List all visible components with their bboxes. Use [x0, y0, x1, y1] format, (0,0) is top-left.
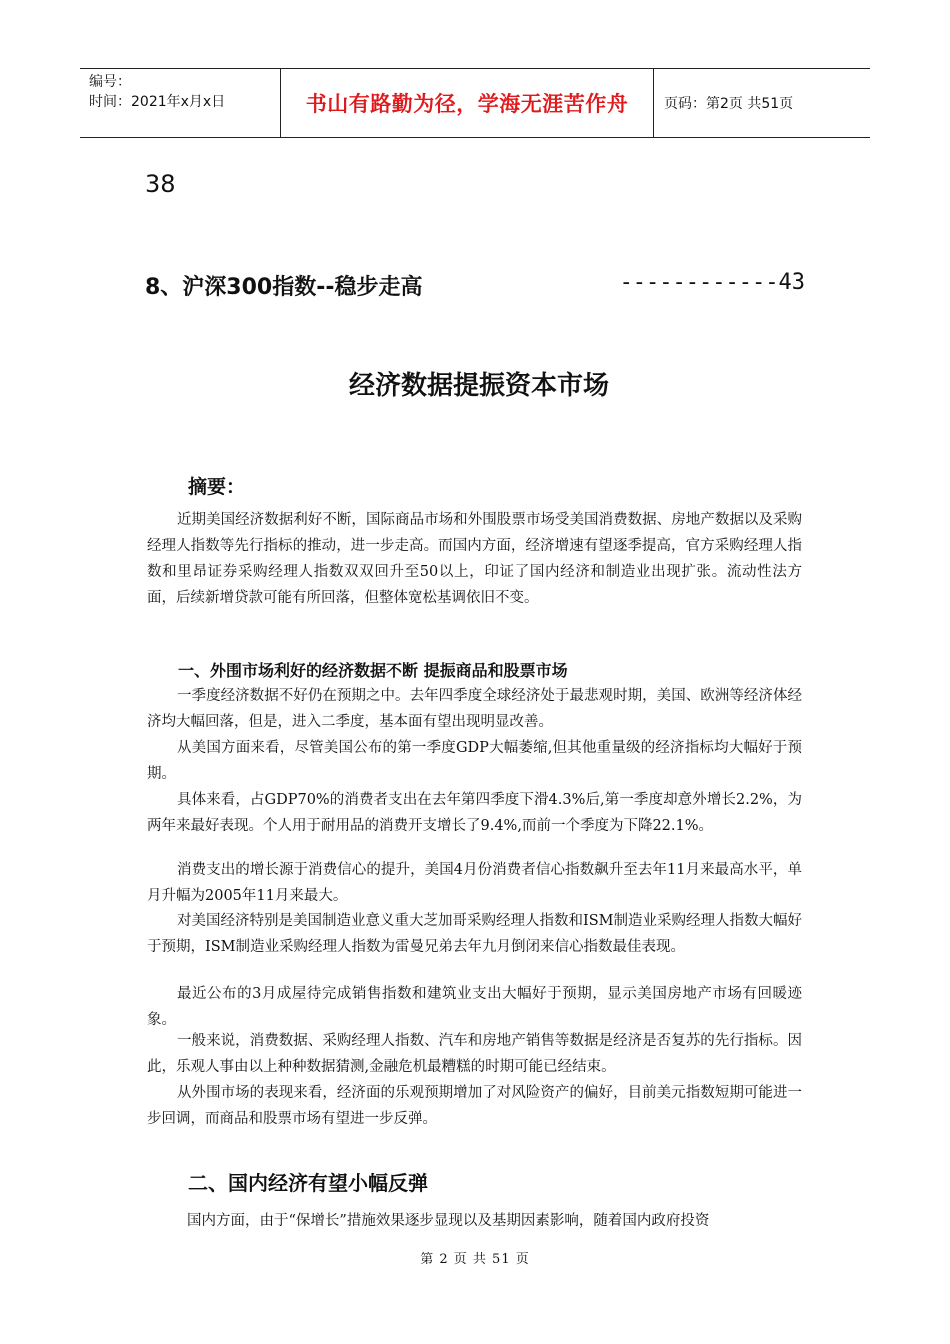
section1-paragraph: 一季度经济数据不好仍在预期之中。去年四季度全球经济处于最悲观时期，美国、欧洲等经济体经济均大幅回落，但是，进入二季度，基本面有望出现明显改善。 — [147, 688, 802, 730]
toc-entry — [145, 270, 805, 301]
code-label: 编号： — [89, 74, 131, 90]
section1-paragraph: 一般来说，消费数据、采购经理人指数、汽车和房地产销售等数据是经济是否复苏的先行指标。因此，乐观人事由以上种种数据猜测,金融危机最糟糕的时期可能已经结束。 — [147, 1033, 802, 1075]
time-label: 时间：2021年x月x日 — [89, 94, 226, 110]
toc-entry-leader: ------------43 — [619, 270, 805, 295]
section2-paragraph: 国内方面，由于“保增长”措施效果逐步显现以及基期因素影响，随着国内政府投资 — [187, 1213, 710, 1229]
section1-paragraph: 最近公布的3月成屋待完成销售指数和建筑业支出大幅好于预期，显示美国房地产市场有回暖迹象。 — [147, 986, 802, 1028]
header-meta-cell — [80, 69, 281, 137]
header-motto: 书山有路勤为径，学海无涯苦作舟 — [281, 69, 654, 137]
document-title — [0, 365, 950, 402]
section1-paragraph: 从外围市场的表现来看，经济面的乐观预期增加了对风险资产的偏好，目前美元指数短期可能进一步回调，而商品和股票市场有望进一步反弹。 — [147, 1085, 802, 1127]
section2-heading: 二、国内经济有望小幅反弹 — [188, 1171, 428, 1195]
abstract-text: 近期美国经济数据利好不断，国际商品市场和外围股票市场受美国消费数据、房地产数据以及采购经理人指数等先行指标的推动，进一步走高。而国内方面，经济增速有望逐季提高，官方采购经理人指数和里昂证券采购经理人指数双双回升至50以上，印证了国内经济和制造业出现扩张。流动性法方面，后续新增贷款可能有所回落，但整体宽松基调依旧不变。 — [147, 512, 802, 606]
section1-paragraph: 具体来看，占GDP70%的消费者支出在去年第四季度下滑4.3%后,第一季度却意外增长2.2%，为两年来最好表现。个人用于耐用品的消费开支增长了9.4%,而前一个季度为下降22.1%。 — [147, 792, 802, 834]
section1-paragraph: 从美国方面来看，尽管美国公布的第一季度GDP大幅萎缩,但其他重量级的经济指标均大幅好于预期。 — [147, 740, 802, 782]
section1-heading: 一、外围市场利好的经济数据不断 提振商品和股票市场 — [178, 661, 568, 680]
header-page-label: 页码：第2页 共51页 — [664, 96, 794, 112]
page-footer: 第 2 页 共 51 页 — [420, 1252, 530, 1267]
section1-paragraph: 对美国经济特别是美国制造业意义重大芝加哥采购经理人指数和ISM制造业采购经理人指数大幅好于预期，ISM制造业采购经理人指数为雷曼兄弟去年九月倒闭来信心指数最佳表现。 — [147, 913, 803, 955]
page-header — [80, 68, 870, 138]
section1-paragraph: 消费支出的增长源于消费信心的提升，美国4月份消费者信心指数飙升至去年11月来最高水平，单月升幅为2005年11月来最大。 — [147, 862, 802, 904]
abstract-label: 摘要： — [188, 476, 246, 498]
document-title-text: 经济数据提振资本市场 — [348, 371, 609, 401]
toc-page-number: 38 — [145, 170, 176, 198]
toc-entry-label: 8、沪深300指数--稳步走高 — [145, 275, 423, 300]
